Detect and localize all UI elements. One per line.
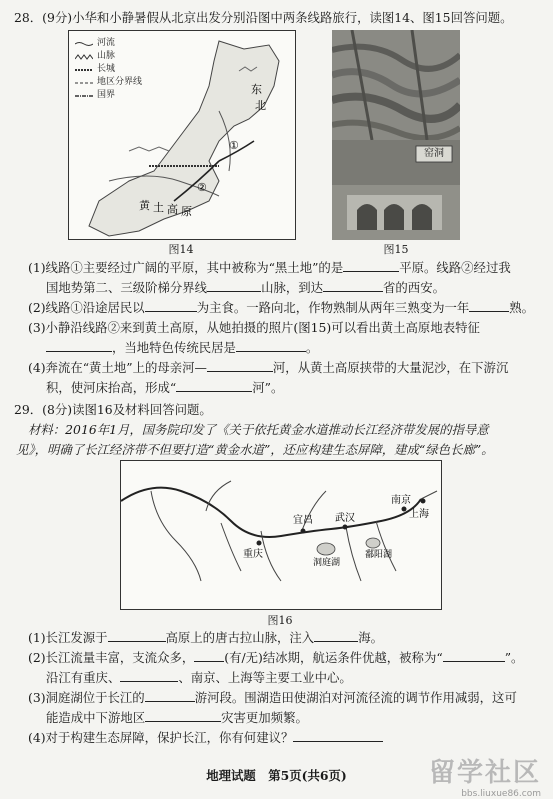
- q28-s2-line: (2)线路①沿途居民以 为主食。一路向北，作物熟制从两年三熟变为一年 熟。: [28, 300, 535, 315]
- q29-material-line2: 见》，明确了长江经济带不但要打造“黄金水道”，还应构建生态屏障，建成“绿色长廊”。: [16, 442, 494, 457]
- q29-s2-line1: (2)长江流量丰富，支流众多， (有/无)结冰期，航运条件优越，被称为“ ”。: [28, 650, 524, 665]
- q28-s4-blank-suspended[interactable]: [176, 378, 252, 392]
- q29-s1-line: (1)长江发源于 高原上的唐古拉山脉，注入 海。: [28, 630, 383, 645]
- q29-s1-blank-plateau[interactable]: [108, 628, 166, 642]
- map-label-bei: 北: [255, 99, 266, 112]
- q29-s2-blank-city[interactable]: [120, 668, 178, 682]
- map-label-dong: 东: [251, 83, 262, 96]
- figure-15-caption: 图15: [383, 243, 409, 256]
- q28-s4-blank-river[interactable]: [207, 358, 273, 372]
- city-label-nanjing: 南京: [391, 495, 411, 506]
- legend-river: 河流: [75, 37, 142, 50]
- q29-subquestions: [14, 628, 543, 748]
- legend-mountain: 山脉: [75, 50, 142, 63]
- q29-s2-blank-nickname[interactable]: [443, 648, 505, 662]
- q28-s4-line1: (4)奔流在“黄土地”上的母亲河— 河，从黄土高原挟带的大量泥沙，在下游沉: [28, 360, 509, 375]
- q28-s3-line1: (3)小静沿线路②来到黄土高原，从她拍摄的照片(图15)可以看出黄土高原地表特征: [28, 320, 480, 335]
- q28-s3-line2: ，当地特色传统民居是 。: [14, 338, 543, 358]
- q29-header: 29．(8分)读图16及材料回答问题。: [14, 402, 212, 417]
- q29-header-block: [14, 400, 543, 460]
- q29-s3-line1: (3)洞庭湖位于长江的 游河段。围湖造田使湖泊对河流径流的调节作用减弱，这可: [28, 690, 517, 705]
- city-label-yichang: 宜昌: [293, 515, 313, 526]
- q29-s2-line2: 沿江有重庆、 、南京、上海等主要工业中心。: [46, 670, 352, 685]
- figure-15-photo-top: [332, 30, 460, 140]
- q29-s3-line2: 能造成中下游地区 灾害更加频繁。: [46, 710, 308, 725]
- map-label-gao: 高: [167, 203, 178, 216]
- q28-s1-blank-mountain[interactable]: [207, 278, 261, 292]
- route-2-label: ②: [197, 181, 207, 194]
- figure-14-map: [68, 30, 296, 240]
- watermark-title: 留学社区: [428, 758, 541, 788]
- lake-label-dongting: 洞庭湖: [313, 558, 341, 568]
- city-label-chongqing: 重庆: [243, 549, 263, 560]
- map-drawing: [69, 31, 295, 239]
- figure-15-photo-bottom: [332, 140, 460, 240]
- q28-s2-blank-harvest[interactable]: [469, 298, 509, 312]
- legend-great-wall: 长城: [97, 64, 116, 74]
- photo-label-yaodong: 窑洞: [424, 148, 444, 159]
- page-footer: 地理试题 第5页(共6页): [206, 768, 347, 783]
- map-label-yuan: 原: [181, 205, 192, 218]
- q28-s4-line2: 积，使河床抬高，形成“ 河”。: [46, 380, 284, 395]
- q29-s1-blank-sea[interactable]: [314, 628, 358, 642]
- q29-s3-blank-disaster[interactable]: [145, 708, 221, 722]
- route-1-label: ①: [229, 139, 239, 152]
- q28-header-block: [14, 8, 543, 28]
- map-label-huang: 黄: [139, 199, 150, 212]
- q28-s2-blank-staple[interactable]: [145, 298, 197, 312]
- watermark-url: bbs.liuxue86.com: [461, 789, 541, 799]
- lake-label-poyang: 鄱阳湖: [365, 550, 393, 560]
- q28-s1-blank-province[interactable]: [323, 278, 383, 292]
- q28-s1-line2: 国地势第二、三级阶梯分界线 山脉，到达 省的西安。: [46, 280, 445, 295]
- city-label-wuhan: 武汉: [335, 513, 355, 524]
- legend-national-border: 国界: [97, 90, 116, 100]
- q28-s3-blank-feature[interactable]: [46, 338, 112, 352]
- q28-s1-line1: (1)线路①主要经过广阔的平原，其中被称为“黑土地”的是 平原。线路②经过我: [28, 260, 511, 275]
- q29-s3-blank-section[interactable]: [145, 688, 195, 702]
- q29-s4-line: (4)对于构建生态屏障，保护长江，你有何建议？: [14, 728, 543, 748]
- q29-material-line1: 材料：2016年1月，国务院印发了《关于依托黄金水道推动长江经济带发展的指导意: [28, 422, 489, 437]
- figure-16-caption: 图16: [267, 614, 293, 627]
- map-label-tu: 土: [153, 201, 164, 214]
- q29-s2-blank-freeze[interactable]: [194, 648, 224, 662]
- q28-s3-blank-dwelling[interactable]: [236, 338, 306, 352]
- watermark: [429, 752, 541, 799]
- legend-region-boundary: 地区分界线: [97, 77, 143, 87]
- figure-16-map: [120, 460, 442, 610]
- city-label-shanghai: 上海: [409, 509, 429, 520]
- q29-s4-blank-suggestion[interactable]: [293, 728, 383, 742]
- q28-subquestions: [14, 258, 543, 398]
- q28-header: 28．(9分)小华和小静暑假从北京出发分别沿图中两条线路旅行，读图14、图15回答问题。: [14, 10, 513, 25]
- yangtze-map-drawing: [121, 461, 441, 609]
- figure-14-caption: 图14: [168, 243, 194, 256]
- q28-s1-blank-plain[interactable]: [343, 258, 399, 272]
